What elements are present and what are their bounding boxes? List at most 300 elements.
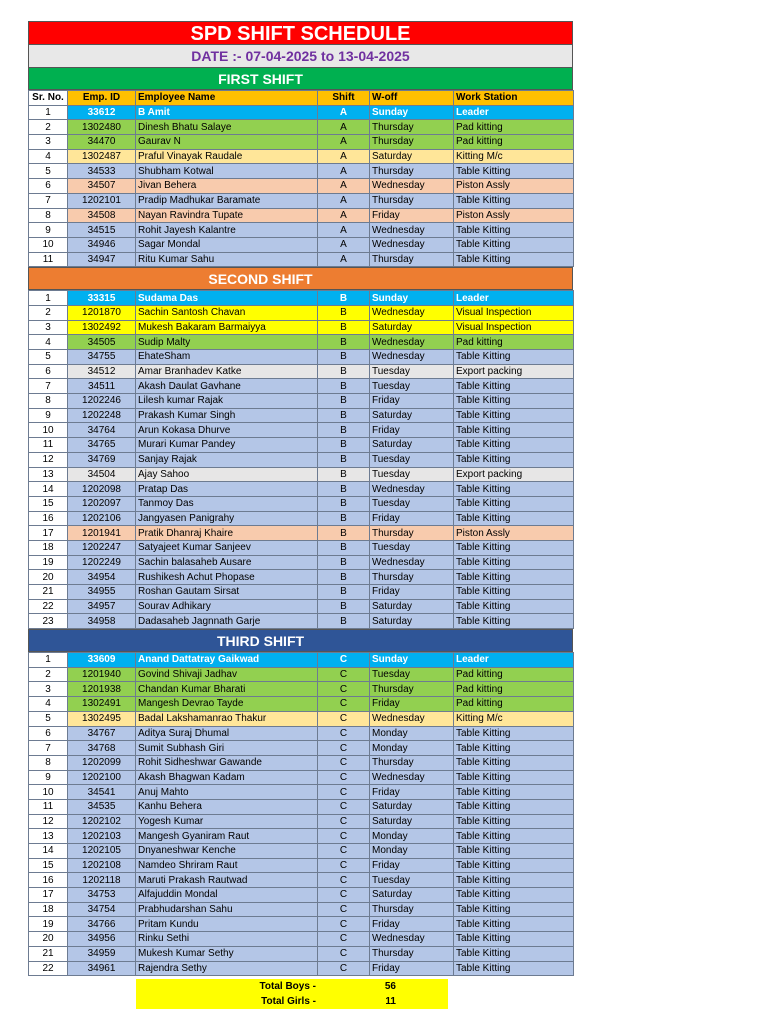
table-row xyxy=(29,237,574,252)
shift-header-3: THIRD SHIFT xyxy=(28,629,573,652)
table-cell: Table Kitting xyxy=(454,946,574,961)
table-cell: Sourav Adhikary xyxy=(136,599,318,614)
table-cell: 34754 xyxy=(68,902,136,917)
table-cell: Badal Lakshamanrao Thakur xyxy=(136,711,318,726)
shift-header-1: FIRST SHIFT xyxy=(28,67,573,90)
table-cell: 21 xyxy=(29,585,68,600)
table-row xyxy=(29,599,574,614)
table-cell: Wednesday xyxy=(370,305,454,320)
table-cell: Pad kitting xyxy=(454,335,574,350)
table-cell: A xyxy=(318,105,370,120)
table-cell: 11 xyxy=(29,438,68,453)
table-cell: Table Kitting xyxy=(454,193,574,208)
table-row xyxy=(29,120,574,135)
table-cell: Export packing xyxy=(454,467,574,482)
table-cell: Table Kitting xyxy=(454,726,574,741)
table-cell: Prakash Kumar Singh xyxy=(136,408,318,423)
table-cell: B xyxy=(318,599,370,614)
table-cell: Table Kitting xyxy=(454,452,574,467)
table-cell: 13 xyxy=(29,829,68,844)
table-cell: 9 xyxy=(29,408,68,423)
table-cell: Jangyasen Panigrahy xyxy=(136,511,318,526)
table-cell: Leader xyxy=(454,653,574,668)
table-cell: C xyxy=(318,785,370,800)
table-cell: B xyxy=(318,570,370,585)
table-cell: 1202098 xyxy=(68,482,136,497)
table-cell: 34508 xyxy=(68,208,136,223)
table-cell: 21 xyxy=(29,946,68,961)
table-cell: 1202101 xyxy=(68,193,136,208)
table-cell: Kitting M/c xyxy=(454,149,574,164)
table-row xyxy=(29,829,574,844)
table-cell: 18 xyxy=(29,540,68,555)
table-cell: B Amit xyxy=(136,105,318,120)
table-cell: Friday xyxy=(370,423,454,438)
table-cell: Friday xyxy=(370,511,454,526)
table-row xyxy=(29,179,574,194)
table-row xyxy=(29,164,574,179)
table-cell: 3 xyxy=(29,135,68,150)
table-cell: Sunday xyxy=(370,291,454,306)
table-cell: Table Kitting xyxy=(454,408,574,423)
table-row xyxy=(29,741,574,756)
shift-table-1 xyxy=(28,90,574,267)
table-cell: Table Kitting xyxy=(454,741,574,756)
table-cell: 23 xyxy=(29,614,68,629)
table-cell: B xyxy=(318,335,370,350)
table-cell: EhateSham xyxy=(136,350,318,365)
table-row xyxy=(29,814,574,829)
table-cell: Thursday xyxy=(370,946,454,961)
schedule-sheet xyxy=(28,21,573,976)
table-row xyxy=(29,105,574,120)
table-cell: 34769 xyxy=(68,452,136,467)
table-cell: Table Kitting xyxy=(454,829,574,844)
table-cell: Table Kitting xyxy=(454,164,574,179)
table-cell: 34947 xyxy=(68,252,136,267)
table-cell: 34959 xyxy=(68,946,136,961)
table-cell: Pad kitting xyxy=(454,682,574,697)
table-cell: Ajay Sahoo xyxy=(136,467,318,482)
table-cell: 34958 xyxy=(68,614,136,629)
table-cell: Amar Branhadev Katke xyxy=(136,364,318,379)
table-cell: C xyxy=(318,697,370,712)
table-row xyxy=(29,585,574,600)
table-cell: Table Kitting xyxy=(454,888,574,903)
column-header: W-off xyxy=(370,91,454,106)
table-cell: 34753 xyxy=(68,888,136,903)
table-cell: C xyxy=(318,932,370,947)
shift-sections xyxy=(28,67,573,976)
table-cell: Pradip Madhukar Baramate xyxy=(136,193,318,208)
table-cell: Pad kitting xyxy=(454,667,574,682)
table-cell: C xyxy=(318,741,370,756)
table-cell: Piston Assly xyxy=(454,526,574,541)
table-cell: 1202247 xyxy=(68,540,136,555)
table-cell: Saturday xyxy=(370,614,454,629)
table-cell: Table Kitting xyxy=(454,755,574,770)
table-row xyxy=(29,335,574,350)
table-cell: Tuesday xyxy=(370,667,454,682)
table-cell: 34957 xyxy=(68,599,136,614)
table-cell: 33609 xyxy=(68,653,136,668)
table-cell: 6 xyxy=(29,364,68,379)
table-row xyxy=(29,946,574,961)
table-row xyxy=(29,888,574,903)
table-cell: C xyxy=(318,902,370,917)
table-cell: Rohit Sidheshwar Gawande xyxy=(136,755,318,770)
table-cell: 9 xyxy=(29,770,68,785)
table-cell: Export packing xyxy=(454,364,574,379)
table-cell: Leader xyxy=(454,291,574,306)
table-cell: Tuesday xyxy=(370,540,454,555)
table-cell: Sudip Malty xyxy=(136,335,318,350)
table-cell: Monday xyxy=(370,829,454,844)
table-cell: C xyxy=(318,946,370,961)
table-cell: 34535 xyxy=(68,799,136,814)
table-cell: C xyxy=(318,858,370,873)
table-cell: A xyxy=(318,252,370,267)
table-cell: 34961 xyxy=(68,961,136,976)
table-cell: 17 xyxy=(29,888,68,903)
table-row xyxy=(29,682,574,697)
table-row xyxy=(29,496,574,511)
table-cell: Chandan Kumar Bharati xyxy=(136,682,318,697)
table-cell: Wednesday xyxy=(370,350,454,365)
table-cell: 34511 xyxy=(68,379,136,394)
table-cell: Tuesday xyxy=(370,496,454,511)
table-cell: Sagar Mondal xyxy=(136,237,318,252)
table-cell: 4 xyxy=(29,335,68,350)
table-cell: 34954 xyxy=(68,570,136,585)
table-cell: 12 xyxy=(29,814,68,829)
table-row xyxy=(29,305,574,320)
table-cell: 1202103 xyxy=(68,829,136,844)
table-cell: A xyxy=(318,237,370,252)
table-cell: A xyxy=(318,135,370,150)
table-cell: Mangesh Devrao Tayde xyxy=(136,697,318,712)
table-cell: B xyxy=(318,467,370,482)
column-header-row xyxy=(29,91,574,106)
table-cell: Saturday xyxy=(370,799,454,814)
table-cell: Thursday xyxy=(370,682,454,697)
table-cell: Pritam Kundu xyxy=(136,917,318,932)
table-cell: Monday xyxy=(370,844,454,859)
table-cell: Akash Bhagwan Kadam xyxy=(136,770,318,785)
table-cell: Satyajeet Kumar Sanjeev xyxy=(136,540,318,555)
table-cell: 13 xyxy=(29,467,68,482)
table-cell: Table Kitting xyxy=(454,540,574,555)
column-header: Work Station xyxy=(454,91,574,106)
table-cell: Leader xyxy=(454,105,574,120)
table-cell: 1 xyxy=(29,105,68,120)
table-cell: Tuesday xyxy=(370,873,454,888)
table-cell: Nayan Ravindra Tupate xyxy=(136,208,318,223)
table-cell: 34470 xyxy=(68,135,136,150)
table-cell: Friday xyxy=(370,961,454,976)
table-cell: C xyxy=(318,799,370,814)
table-row xyxy=(29,711,574,726)
table-cell: 2 xyxy=(29,667,68,682)
table-cell: Gaurav N xyxy=(136,135,318,150)
table-cell: 14 xyxy=(29,482,68,497)
table-cell: Govind Shivaji Jadhav xyxy=(136,667,318,682)
table-cell: Table Kitting xyxy=(454,770,574,785)
table-cell: 34505 xyxy=(68,335,136,350)
table-cell: 34765 xyxy=(68,438,136,453)
table-cell: Thursday xyxy=(370,526,454,541)
table-cell: Thursday xyxy=(370,252,454,267)
table-cell: 1201938 xyxy=(68,682,136,697)
table-row xyxy=(29,961,574,976)
column-header: Emp. ID xyxy=(68,91,136,106)
table-cell: B xyxy=(318,305,370,320)
table-cell: 20 xyxy=(29,570,68,585)
table-cell: 34512 xyxy=(68,364,136,379)
total-girls-row xyxy=(136,994,448,1009)
table-row xyxy=(29,858,574,873)
table-cell: Table Kitting xyxy=(454,814,574,829)
table-row xyxy=(29,438,574,453)
table-row xyxy=(29,755,574,770)
table-cell: 7 xyxy=(29,379,68,394)
table-cell: Rajendra Sethy xyxy=(136,961,318,976)
table-cell: B xyxy=(318,438,370,453)
table-cell: 1202105 xyxy=(68,844,136,859)
table-cell: 7 xyxy=(29,741,68,756)
table-cell: Saturday xyxy=(370,438,454,453)
table-cell: B xyxy=(318,291,370,306)
table-cell: 10 xyxy=(29,237,68,252)
table-cell: 1302491 xyxy=(68,697,136,712)
table-cell: Table Kitting xyxy=(454,555,574,570)
table-row xyxy=(29,540,574,555)
table-cell: 8 xyxy=(29,394,68,409)
table-cell: C xyxy=(318,917,370,932)
total-girls-label: Total Girls - xyxy=(261,996,316,1007)
table-cell: Shubham Kotwal xyxy=(136,164,318,179)
table-cell: Visual Inspection xyxy=(454,305,574,320)
table-row xyxy=(29,844,574,859)
table-cell: 1302487 xyxy=(68,149,136,164)
table-row xyxy=(29,135,574,150)
table-cell: Friday xyxy=(370,208,454,223)
table-cell: Pratap Das xyxy=(136,482,318,497)
column-header: Sr. No. xyxy=(29,91,68,106)
table-cell: Anand Dattatray Gaikwad xyxy=(136,653,318,668)
table-cell: C xyxy=(318,711,370,726)
table-cell: Mukesh Bakaram Barmaiyya xyxy=(136,320,318,335)
table-cell: Table Kitting xyxy=(454,873,574,888)
table-cell: 2 xyxy=(29,120,68,135)
table-cell: Saturday xyxy=(370,149,454,164)
table-cell: Jivan Behera xyxy=(136,179,318,194)
table-cell: 16 xyxy=(29,511,68,526)
table-cell: A xyxy=(318,149,370,164)
table-row xyxy=(29,291,574,306)
table-cell: 1202248 xyxy=(68,408,136,423)
table-cell: 5 xyxy=(29,164,68,179)
table-cell: Mangesh Gyaniram Raut xyxy=(136,829,318,844)
table-cell: 34768 xyxy=(68,741,136,756)
table-cell: 34515 xyxy=(68,223,136,238)
table-cell: A xyxy=(318,208,370,223)
table-cell: 1202100 xyxy=(68,770,136,785)
table-cell: Rohit Jayesh Kalantre xyxy=(136,223,318,238)
table-cell: Sunday xyxy=(370,653,454,668)
table-cell: B xyxy=(318,614,370,629)
table-cell: C xyxy=(318,829,370,844)
table-cell: 3 xyxy=(29,682,68,697)
table-cell: Thursday xyxy=(370,193,454,208)
table-cell: Saturday xyxy=(370,814,454,829)
table-cell: B xyxy=(318,585,370,600)
table-row xyxy=(29,467,574,482)
table-cell: C xyxy=(318,961,370,976)
table-cell: C xyxy=(318,814,370,829)
table-cell: Piston Assly xyxy=(454,179,574,194)
table-cell: 34504 xyxy=(68,467,136,482)
table-cell: Pad kitting xyxy=(454,135,574,150)
table-cell: Friday xyxy=(370,394,454,409)
table-cell: 1202249 xyxy=(68,555,136,570)
table-cell: 4 xyxy=(29,697,68,712)
table-cell: B xyxy=(318,511,370,526)
table-cell: C xyxy=(318,873,370,888)
table-cell: Thursday xyxy=(370,164,454,179)
total-girls-value: 11 xyxy=(385,996,396,1007)
table-cell: B xyxy=(318,482,370,497)
table-cell: 6 xyxy=(29,179,68,194)
table-cell: Aditya Suraj Dhumal xyxy=(136,726,318,741)
table-cell: 22 xyxy=(29,961,68,976)
table-cell: C xyxy=(318,770,370,785)
table-cell: Table Kitting xyxy=(454,585,574,600)
table-cell: Sanjay Rajak xyxy=(136,452,318,467)
table-row xyxy=(29,917,574,932)
table-cell: Sachin Santosh Chavan xyxy=(136,305,318,320)
table-cell: Table Kitting xyxy=(454,394,574,409)
table-cell: Sunday xyxy=(370,105,454,120)
shift-table-2 xyxy=(28,290,574,629)
table-cell: 34507 xyxy=(68,179,136,194)
table-row xyxy=(29,799,574,814)
table-cell: Sumit Subhash Giri xyxy=(136,741,318,756)
table-cell: Lilesh kumar Rajak xyxy=(136,394,318,409)
table-cell: Wednesday xyxy=(370,237,454,252)
table-cell: 34755 xyxy=(68,350,136,365)
total-boys-row xyxy=(136,979,448,994)
table-row xyxy=(29,223,574,238)
table-cell: Table Kitting xyxy=(454,799,574,814)
table-row xyxy=(29,526,574,541)
table-cell: Table Kitting xyxy=(454,511,574,526)
table-cell: Monday xyxy=(370,741,454,756)
table-row xyxy=(29,252,574,267)
table-row xyxy=(29,320,574,335)
table-cell: Tuesday xyxy=(370,467,454,482)
table-cell: Table Kitting xyxy=(454,482,574,497)
table-cell: 2 xyxy=(29,305,68,320)
table-cell: Mukesh Kumar Sethy xyxy=(136,946,318,961)
table-cell: C xyxy=(318,667,370,682)
table-cell: B xyxy=(318,423,370,438)
table-cell: Table Kitting xyxy=(454,932,574,947)
table-cell: 4 xyxy=(29,149,68,164)
table-cell: Dadasaheb Jagnnath Garje xyxy=(136,614,318,629)
table-cell: 1201940 xyxy=(68,667,136,682)
table-cell: Wednesday xyxy=(370,932,454,947)
table-cell: 15 xyxy=(29,858,68,873)
table-row xyxy=(29,653,574,668)
table-row xyxy=(29,452,574,467)
table-cell: Thursday xyxy=(370,135,454,150)
table-cell: 9 xyxy=(29,223,68,238)
table-cell: Table Kitting xyxy=(454,570,574,585)
table-cell: Namdeo Shriram Raut xyxy=(136,858,318,873)
table-cell: B xyxy=(318,540,370,555)
table-cell: 16 xyxy=(29,873,68,888)
table-cell: Tuesday xyxy=(370,379,454,394)
table-cell: 1302495 xyxy=(68,711,136,726)
table-row xyxy=(29,394,574,409)
table-cell: Sudama Das xyxy=(136,291,318,306)
table-cell: Dnyaneshwar Kenche xyxy=(136,844,318,859)
table-row xyxy=(29,208,574,223)
table-cell: Murari Kumar Pandey xyxy=(136,438,318,453)
table-cell: Table Kitting xyxy=(454,844,574,859)
table-cell: Table Kitting xyxy=(454,785,574,800)
table-cell: Friday xyxy=(370,858,454,873)
table-cell: Dinesh Bhatu Salaye xyxy=(136,120,318,135)
table-row xyxy=(29,667,574,682)
table-cell: Pad kitting xyxy=(454,697,574,712)
table-cell: 34533 xyxy=(68,164,136,179)
table-cell: B xyxy=(318,379,370,394)
table-cell: Table Kitting xyxy=(454,599,574,614)
table-cell: C xyxy=(318,726,370,741)
table-cell: 34764 xyxy=(68,423,136,438)
table-cell: Sachin balasaheb Ausare xyxy=(136,555,318,570)
table-row xyxy=(29,482,574,497)
table-cell: Wednesday xyxy=(370,335,454,350)
table-cell: Wednesday xyxy=(370,555,454,570)
total-boys-value: 56 xyxy=(384,981,396,992)
table-cell: Thursday xyxy=(370,120,454,135)
table-cell: Wednesday xyxy=(370,482,454,497)
table-cell: 1202099 xyxy=(68,755,136,770)
table-cell: 1201870 xyxy=(68,305,136,320)
table-cell: Saturday xyxy=(370,599,454,614)
table-cell: Tuesday xyxy=(370,364,454,379)
table-cell: 1 xyxy=(29,653,68,668)
table-cell: 20 xyxy=(29,932,68,947)
table-cell: B xyxy=(318,350,370,365)
table-cell: Table Kitting xyxy=(454,917,574,932)
table-cell: 7 xyxy=(29,193,68,208)
table-cell: 5 xyxy=(29,350,68,365)
table-cell: 1201941 xyxy=(68,526,136,541)
table-cell: Table Kitting xyxy=(454,438,574,453)
table-cell: Kitting M/c xyxy=(454,711,574,726)
table-cell: 34946 xyxy=(68,237,136,252)
table-cell: Saturday xyxy=(370,888,454,903)
table-cell: Friday xyxy=(370,917,454,932)
table-cell: 1202106 xyxy=(68,511,136,526)
table-row xyxy=(29,873,574,888)
table-row xyxy=(29,364,574,379)
table-cell: 11 xyxy=(29,799,68,814)
